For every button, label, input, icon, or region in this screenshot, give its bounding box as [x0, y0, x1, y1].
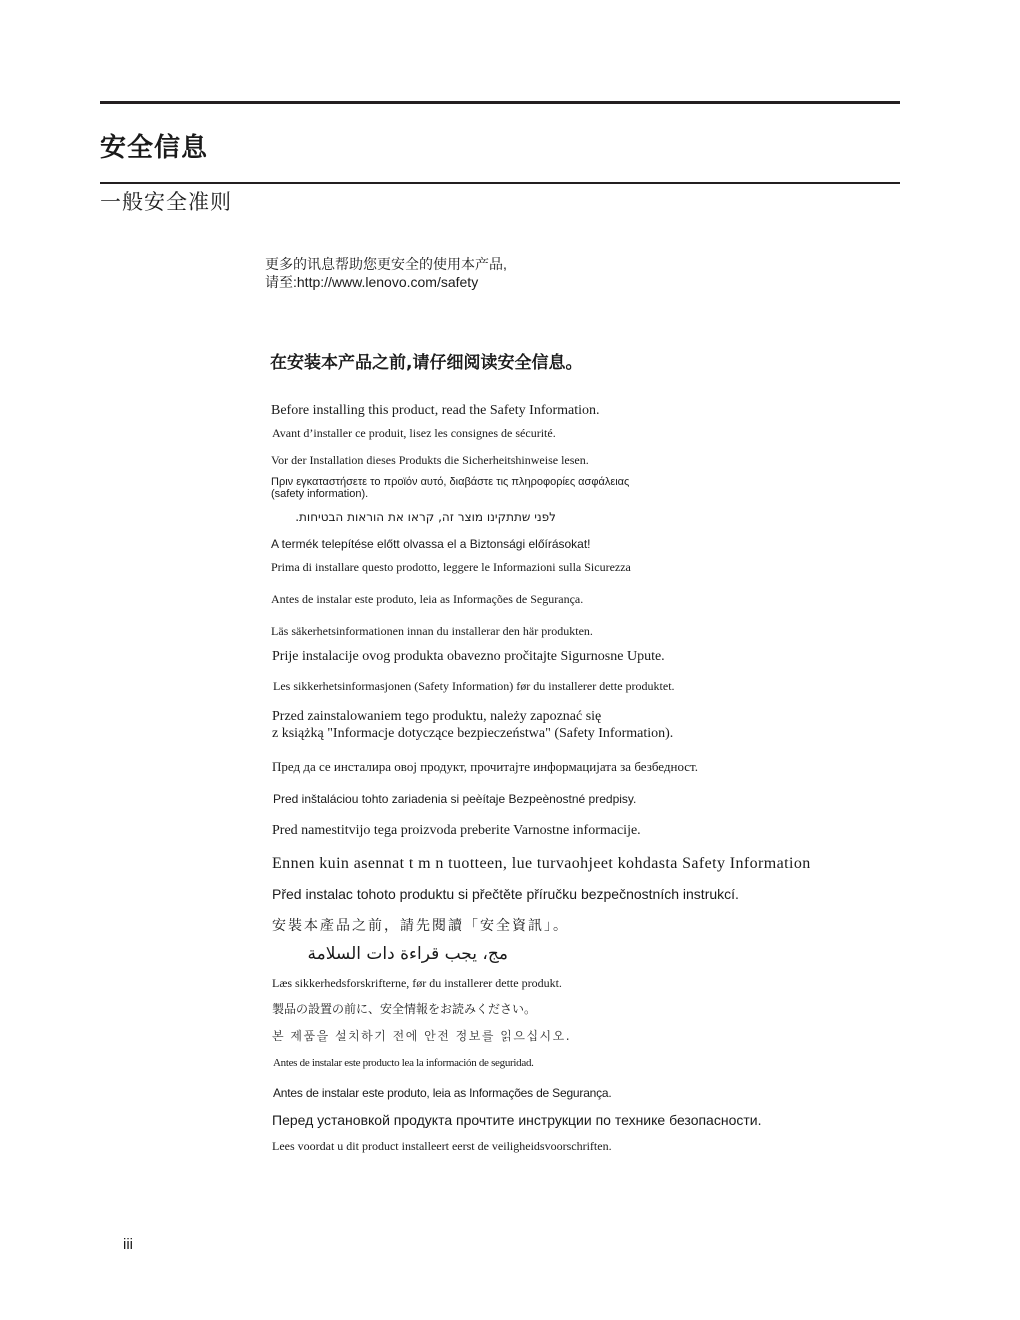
notice-french: Avant d’installer ce produit, lisez les consignes de sécurité.: [272, 426, 556, 440]
top-rule: [100, 101, 900, 104]
notice-slovak: Pred inštaláciou tohto zariadenia si peèítaje Bezpeènostné predpisy.: [273, 792, 637, 806]
notice-greek-cont: (safety information).: [271, 488, 369, 500]
notice-hungarian: A termék telepítése előtt olvassa el a Biztonsági előírásokat!: [271, 537, 591, 551]
notice-spanish: Antes de instalar este producto lea la información de seguridad.: [273, 1057, 534, 1069]
notice-slovenian: Pred namestitvijo tega proizvoda preberite Varnostne informacije.: [272, 823, 641, 838]
notice-arabic: مج، يجب قراءة دات السلامة: [307, 944, 508, 964]
notice-russian: Перед установкой продукта прочтите инструкции по технике безопасности.: [272, 1112, 762, 1128]
section-rule: [100, 182, 900, 184]
notice-korean: 본 제품을 설치하기 전에 안전 정보를 읽으십시오.: [272, 1029, 572, 1043]
notice-german: Vor der Installation dieses Produkts die Sicherheitshinweise lesen.: [271, 453, 589, 467]
notice-hebrew: לפני שתתקינו מוצר זה, קראו את הוראות הבטיחות.: [295, 510, 556, 524]
notice-finnish: Ennen kuin asennat t m n tuotteen, lue turvaohjeet kohdasta Safety Information: [272, 855, 811, 872]
notice-danish: Læs sikkerhedsforskrifterne, før du installerer dette produkt.: [272, 976, 562, 990]
notice-traditional-chinese: 安裝本產品之前，請先閱讀「安全資訊」。: [272, 918, 569, 934]
notice-dutch: Lees voordat u dit product installeert eerst de veiligheidsvoorschriften.: [272, 1139, 612, 1153]
notice-portuguese: Antes de instalar este produto, leia as Informações de Segurança.: [271, 592, 584, 606]
page-title: 安全信息: [100, 133, 209, 163]
notice-japanese: 製品の設置の前に、安全情報をお読みください。: [272, 1002, 537, 1016]
safety-headline: 在安装本产品之前,请仔细阅读安全信息。: [270, 353, 583, 373]
notice-swedish: Läs säkerhetsinformationen innan du installerar den här produkten.: [271, 624, 593, 638]
intro-line-1: 更多的讯息帮助您更安全的使用本产品,: [265, 256, 507, 272]
notice-italian: Prima di installare questo prodotto, leggere le Informazioni sulla Sicurezza: [271, 560, 631, 574]
notice-macedonian: Пред да се инсталира овој продукт, прочитајте информацијата за безбедност.: [272, 759, 698, 774]
notice-czech: Před instalac tohoto produktu si přečtěte příručku bezpečnostních instrukcí.: [272, 886, 739, 902]
notice-polish: Przed zainstalowaniem tego produktu, należy zapoznać się: [272, 709, 602, 724]
intro-line-2: 请至:http://www.lenovo.com/safety: [265, 274, 479, 290]
page-number: iii: [123, 1236, 133, 1253]
notice-portuguese-2: Antes de instalar este produto, leia as Informações de Segurança.: [273, 1086, 612, 1100]
notice-greek: Πριν εγκαταστήσετε το προϊόν αυτό, διαβάστε τις πληροφορίες ασφάλειας: [271, 476, 630, 488]
notice-english: Before installing this product, read the Safety Information.: [271, 403, 600, 418]
notice-polish-cont: z książką "Informacje dotyczące bezpieczeństwa" (Safety Information).: [272, 726, 674, 741]
section-title: 一般安全准则: [100, 190, 232, 214]
notice-croatian: Prije instalacije ovog produkta obavezno pročitajte Sigurnosne Upute.: [272, 649, 665, 664]
notice-norwegian: Les sikkerhetsinformasjonen (Safety Information) før du installerer dette produktet.: [273, 679, 675, 693]
